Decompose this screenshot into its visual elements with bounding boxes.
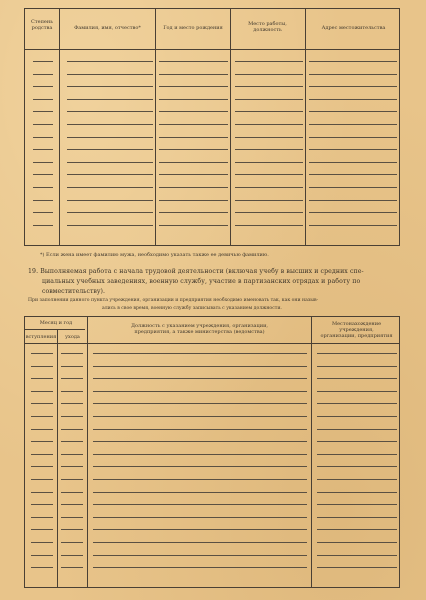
ruled-line — [31, 378, 53, 379]
work-history-table — [24, 316, 400, 588]
ruled-line — [93, 504, 307, 505]
month-year-divider — [25, 329, 85, 330]
ruled-line — [67, 99, 153, 100]
ruled-line — [33, 74, 53, 75]
ruled-line — [309, 149, 397, 150]
header-position-l1: Должность с указанием учреждения, организации, — [130, 323, 269, 329]
ruled-line — [61, 416, 83, 417]
ruled-line — [67, 149, 153, 150]
item19-note-line2: ались в свое время, военную службу записывать с указанием должности. — [102, 306, 282, 311]
ruled-line — [33, 225, 53, 226]
ruled-line — [317, 517, 397, 518]
ruled-line — [33, 111, 53, 112]
ruled-line — [61, 567, 83, 568]
ruled-line — [235, 225, 303, 226]
ruled-line — [317, 378, 397, 379]
ruled-line — [317, 567, 397, 568]
ruled-line — [31, 492, 53, 493]
ruled-line — [235, 74, 303, 75]
ruled-line — [67, 124, 153, 125]
ruled-line — [159, 124, 228, 125]
item19-line1: 19. Выполняемая работа с начала трудовой деятельности (включая учебу в высших и средних спе- — [28, 268, 364, 275]
ruled-line — [317, 391, 397, 392]
ruled-line — [309, 137, 397, 138]
ruled-line — [93, 416, 307, 417]
ruled-line — [33, 137, 53, 138]
ruled-line — [67, 200, 153, 201]
ruled-line — [317, 466, 397, 467]
ruled-line — [93, 403, 307, 404]
ruled-line — [159, 162, 228, 163]
ruled-line — [159, 74, 228, 75]
ruled-line — [61, 517, 83, 518]
ruled-line — [61, 504, 83, 505]
ruled-line — [61, 378, 83, 379]
ruled-line — [33, 61, 53, 62]
ruled-line — [309, 174, 397, 175]
col-divider — [305, 9, 306, 245]
header-month-year — [25, 320, 87, 326]
header-full-name — [60, 25, 155, 31]
relatives-table — [24, 8, 400, 246]
header-location-l3: организации, предприятия — [320, 333, 393, 339]
ruled-line — [31, 353, 53, 354]
ruled-line — [31, 567, 53, 568]
ruled-line — [159, 200, 228, 201]
ruled-line — [93, 391, 307, 392]
ruled-line — [61, 403, 83, 404]
col-divider — [155, 9, 156, 245]
ruled-line — [61, 429, 83, 430]
ruled-line — [31, 555, 53, 556]
header-divider — [25, 343, 399, 344]
col-divider — [311, 317, 312, 587]
header-full-name-text: Фамилия, имя, отчество* — [74, 25, 141, 31]
header-relation — [25, 19, 59, 31]
ruled-line — [67, 212, 153, 213]
ruled-line — [309, 111, 397, 112]
ruled-line — [235, 149, 303, 150]
ruled-line — [61, 454, 83, 455]
ruled-line — [309, 212, 397, 213]
ruled-line — [31, 416, 53, 417]
ruled-line — [67, 111, 153, 112]
ruled-line — [159, 187, 228, 188]
header-birth — [156, 25, 230, 31]
ruled-line — [309, 200, 397, 201]
header-entry-text: вступления — [25, 334, 57, 340]
ruled-line — [33, 174, 53, 175]
ruled-line — [93, 429, 307, 430]
ruled-line — [67, 174, 153, 175]
ruled-line — [67, 187, 153, 188]
ruled-line — [317, 479, 397, 480]
ruled-line — [33, 86, 53, 87]
ruled-line — [309, 86, 397, 87]
ruled-line — [235, 137, 303, 138]
ruled-line — [31, 479, 53, 480]
ruled-line — [159, 225, 228, 226]
ruled-line — [317, 555, 397, 556]
ruled-line — [317, 529, 397, 530]
header-birth-text: Год и место рождения — [163, 25, 223, 31]
ruled-line — [93, 466, 307, 467]
header-workplace-text: Место работы, должность — [248, 21, 287, 33]
ruled-line — [61, 353, 83, 354]
ruled-line — [67, 74, 153, 75]
col-divider — [230, 9, 231, 245]
header-position-l2: предприятия, а также министерства (ведомства) — [134, 329, 265, 335]
ruled-line — [309, 187, 397, 188]
ruled-line — [317, 454, 397, 455]
ruled-line — [93, 441, 307, 442]
ruled-line — [61, 492, 83, 493]
ruled-line — [93, 555, 307, 556]
ruled-line — [61, 466, 83, 467]
ruled-line — [33, 200, 53, 201]
header-leave-text: ухода — [65, 334, 80, 340]
ruled-line — [31, 403, 53, 404]
col-divider — [87, 317, 88, 587]
ruled-line — [33, 149, 53, 150]
ruled-line — [159, 149, 228, 150]
ruled-line — [235, 111, 303, 112]
ruled-line — [317, 542, 397, 543]
ruled-line — [235, 124, 303, 125]
ruled-line — [31, 454, 53, 455]
ruled-line — [31, 529, 53, 530]
ruled-line — [31, 517, 53, 518]
ruled-line — [33, 162, 53, 163]
ruled-line — [235, 187, 303, 188]
ruled-line — [67, 137, 153, 138]
ruled-line — [33, 99, 53, 100]
ruled-line — [93, 567, 307, 568]
ruled-line — [309, 74, 397, 75]
item19-line3: совместительству). — [42, 288, 105, 295]
ruled-line — [33, 187, 53, 188]
header-entry — [25, 334, 57, 340]
ruled-line — [317, 492, 397, 493]
ruled-line — [93, 353, 307, 354]
ruled-line — [309, 99, 397, 100]
header-relation-text: Степень родства — [31, 19, 53, 31]
ruled-line — [67, 225, 153, 226]
ruled-line — [159, 111, 228, 112]
ruled-line — [309, 225, 397, 226]
ruled-line — [93, 542, 307, 543]
ruled-line — [61, 441, 83, 442]
ruled-line — [317, 504, 397, 505]
ruled-line — [235, 200, 303, 201]
ruled-line — [31, 429, 53, 430]
ruled-line — [317, 441, 397, 442]
header-location-l2: учреждения, — [339, 327, 374, 333]
ruled-line — [31, 466, 53, 467]
ruled-line — [67, 61, 153, 62]
ruled-line — [235, 86, 303, 87]
ruled-line — [235, 99, 303, 100]
ruled-line — [317, 403, 397, 404]
ruled-line — [31, 542, 53, 543]
ruled-line — [93, 529, 307, 530]
ruled-line — [159, 86, 228, 87]
ruled-line — [61, 391, 83, 392]
ruled-line — [317, 366, 397, 367]
ruled-line — [93, 479, 307, 480]
item19-line2: циальных учебных заведениях, военную службу, участие в партизанских отрядах и работу по — [42, 278, 361, 285]
header-workplace — [245, 21, 290, 33]
item19-note-line1: При заполнении данного пункта учреждения, организации и предприятия необходимо именовать так, как они назыв- — [28, 298, 319, 303]
ruled-line — [159, 212, 228, 213]
ruled-line — [31, 391, 53, 392]
ruled-line — [235, 162, 303, 163]
header-position — [88, 323, 311, 335]
ruled-line — [61, 366, 83, 367]
ruled-line — [317, 429, 397, 430]
ruled-line — [309, 124, 397, 125]
ruled-line — [93, 492, 307, 493]
ruled-line — [93, 366, 307, 367]
footnote: *) Если жена имеет фамилию мужа, необходимо указать также ее девичью фамилию. — [40, 252, 269, 258]
ruled-line — [33, 124, 53, 125]
ruled-line — [33, 212, 53, 213]
header-divider — [25, 49, 399, 50]
header-leave — [58, 334, 87, 340]
ruled-line — [309, 61, 397, 62]
header-location — [312, 321, 401, 339]
ruled-line — [93, 378, 307, 379]
ruled-line — [31, 441, 53, 442]
header-address — [306, 25, 401, 31]
ruled-line — [159, 137, 228, 138]
ruled-line — [61, 555, 83, 556]
ruled-line — [317, 416, 397, 417]
ruled-line — [159, 99, 228, 100]
ruled-line — [317, 353, 397, 354]
ruled-line — [235, 61, 303, 62]
header-location-l1: Местонахождение — [331, 321, 382, 327]
ruled-line — [61, 479, 83, 480]
ruled-line — [309, 162, 397, 163]
ruled-line — [31, 504, 53, 505]
ruled-line — [93, 454, 307, 455]
ruled-line — [159, 174, 228, 175]
ruled-line — [31, 366, 53, 367]
ruled-line — [93, 517, 307, 518]
ruled-line — [235, 212, 303, 213]
ruled-line — [159, 61, 228, 62]
ruled-line — [67, 162, 153, 163]
ruled-line — [61, 542, 83, 543]
ruled-line — [61, 529, 83, 530]
ruled-line — [67, 86, 153, 87]
col-divider — [59, 9, 60, 245]
header-address-text: Адрес местожительства — [321, 25, 386, 31]
header-month-year-text: Месяц и год — [39, 320, 73, 326]
ruled-line — [235, 174, 303, 175]
col-divider — [57, 329, 58, 587]
